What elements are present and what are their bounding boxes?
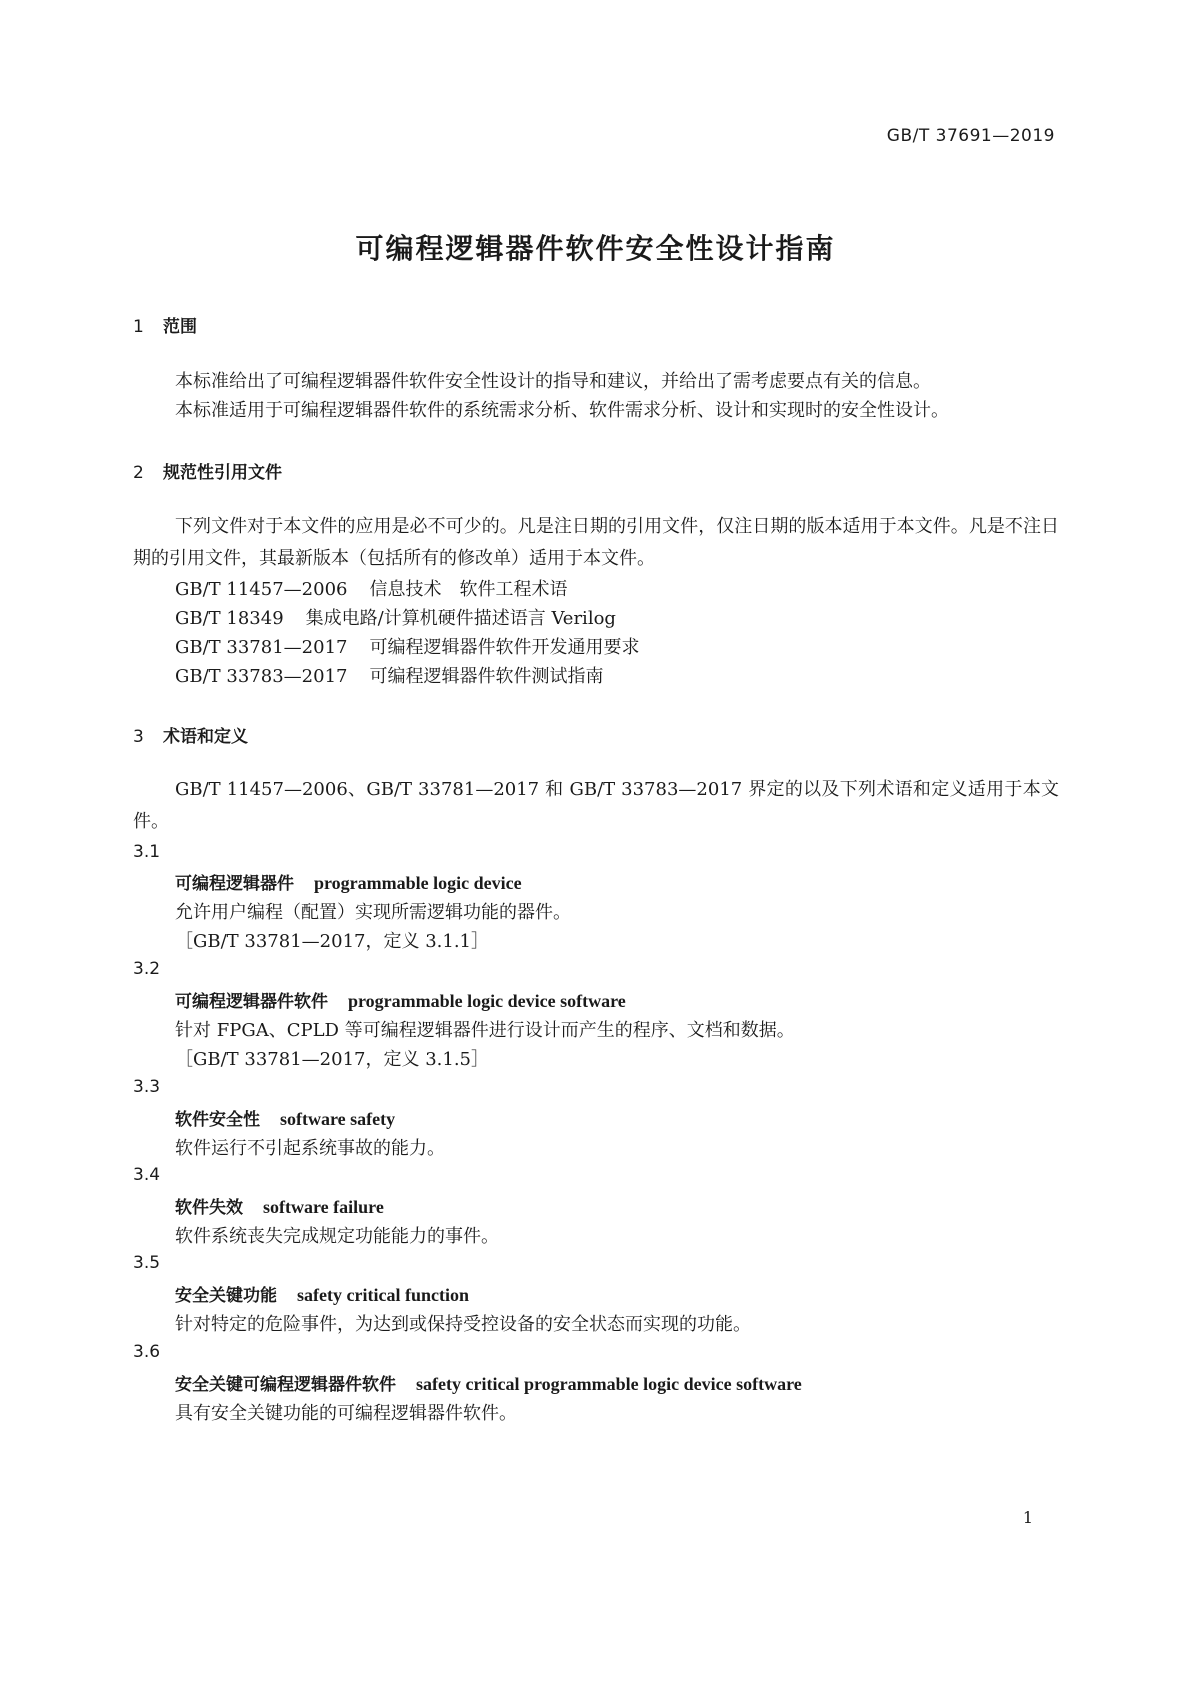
section-1-heading	[133, 312, 197, 337]
clause-number: 3.3	[133, 1077, 161, 1097]
clause-number: 3.1	[133, 842, 161, 862]
section-number: 2	[133, 463, 144, 483]
term-zh: 可编程逻辑器件软件	[175, 992, 328, 1012]
scope-paragraph-1: 本标准给出了可编程逻辑器件软件安全性设计的指导和建议，并给出了需考虑要点有关的信息。	[175, 371, 931, 392]
reference-code: GB/T 33783—2017	[175, 666, 348, 687]
term-source: ［GB/T 33781—2017，定义 3.1.5］	[175, 1049, 489, 1070]
references-intro: 下列文件对于本文件的应用是必不可少的。凡是注日期的引用文件，仅注日期的版本适用于本文件。凡是不注日期的引用文件，其最新版本（包括所有的修改单）适用于本文件。	[133, 516, 1059, 569]
term-en: programmable logic device	[314, 873, 522, 893]
term-zh: 软件失效	[175, 1198, 243, 1218]
term-heading	[175, 1105, 395, 1130]
term-source: ［GB/T 33781—2017，定义 3.1.1］	[175, 931, 489, 952]
term-zh: 可编程逻辑器件	[175, 874, 294, 894]
term-en: software safety	[280, 1109, 396, 1129]
term-heading	[175, 1281, 469, 1306]
standard-code: GB/T 37691—2019	[886, 126, 1055, 146]
reference-item	[175, 575, 567, 601]
clause-number: 3.4	[133, 1165, 161, 1185]
reference-item	[175, 604, 616, 630]
term-heading	[175, 1370, 802, 1395]
term-definition: 允许用户编程（配置）实现所需逻辑功能的器件。	[175, 902, 571, 923]
term-definition: 软件运行不引起系统事故的能力。	[175, 1138, 445, 1159]
clause-number: 3.6	[133, 1342, 161, 1362]
reference-title: 可编程逻辑器件软件开发通用要求	[369, 637, 640, 658]
section-3-heading	[133, 722, 248, 747]
term-en: safety critical programmable logic device software	[416, 1374, 802, 1394]
reference-title: 信息技术 软件工程术语	[369, 579, 568, 600]
page-number: 1	[1022, 1508, 1033, 1527]
term-definition: 针对特定的危险事件，为达到或保持受控设备的安全状态而实现的功能。	[175, 1314, 751, 1335]
reference-item	[175, 662, 603, 688]
term-zh: 软件安全性	[175, 1110, 260, 1130]
term-heading	[175, 987, 626, 1012]
term-heading	[175, 1193, 384, 1218]
reference-item	[175, 633, 639, 659]
terms-intro: GB/T 11457—2006、GB/T 33781—2017 和 GB/T 33783—2017 界定的以及下列术语和定义适用于本文件。	[133, 779, 1059, 832]
term-heading	[175, 869, 522, 894]
clause-number: 3.5	[133, 1253, 161, 1273]
section-number: 3	[133, 727, 144, 747]
term-definition: 软件系统丧失完成规定功能能力的事件。	[175, 1226, 499, 1247]
reference-code: GB/T 11457—2006	[175, 579, 348, 600]
scope-paragraph-2: 本标准适用于可编程逻辑器件软件的系统需求分析、软件需求分析、设计和实现时的安全性设计。	[175, 400, 949, 421]
term-en: software failure	[263, 1197, 384, 1217]
document-title: 可编程逻辑器件软件安全性设计指南	[355, 232, 836, 265]
term-zh: 安全关键功能	[175, 1286, 277, 1306]
term-definition: 具有安全关键功能的可编程逻辑器件软件。	[175, 1403, 517, 1424]
term-definition: 针对 FPGA、CPLD 等可编程逻辑器件进行设计而产生的程序、文档和数据。	[175, 1020, 795, 1041]
section-2-heading	[133, 458, 282, 483]
reference-title: 集成电路/计算机硬件描述语言 Verilog	[305, 608, 616, 629]
section-title: 规范性引用文件	[163, 463, 282, 483]
clause-number: 3.2	[133, 959, 161, 979]
reference-title: 可编程逻辑器件软件测试指南	[369, 666, 604, 687]
reference-code: GB/T 18349	[175, 608, 284, 629]
section-title: 范围	[163, 317, 197, 337]
section-title: 术语和定义	[163, 727, 248, 747]
term-zh: 安全关键可编程逻辑器件软件	[175, 1375, 396, 1395]
reference-code: GB/T 33781—2017	[175, 637, 348, 658]
section-number: 1	[133, 317, 144, 337]
term-en: programmable logic device software	[348, 991, 626, 1011]
term-en: safety critical function	[297, 1285, 469, 1305]
